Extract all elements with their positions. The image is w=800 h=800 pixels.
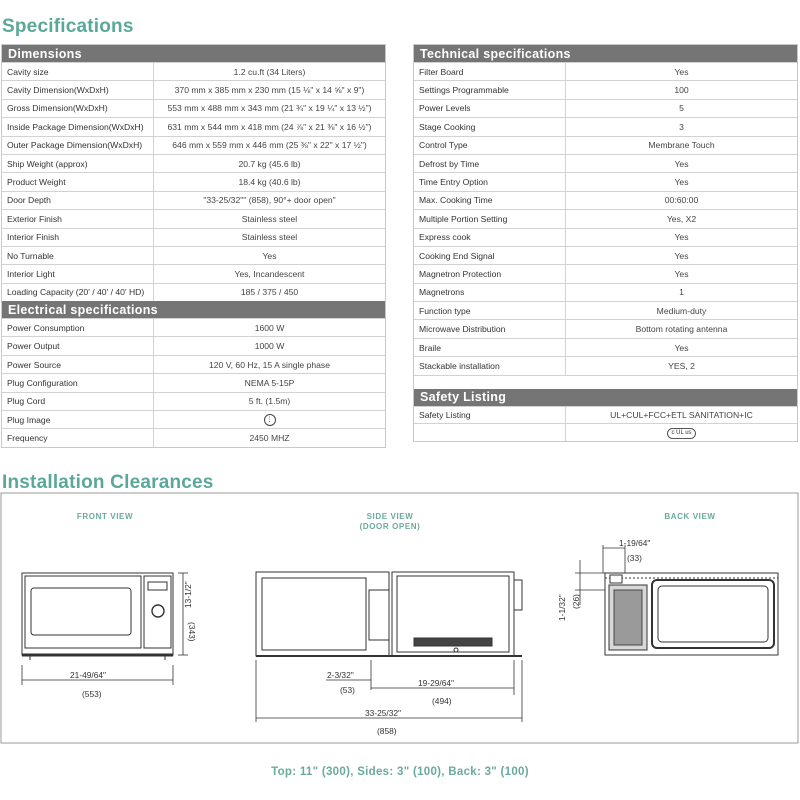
spec-value: 1000 W — [254, 341, 285, 352]
spec-value: NEMA 5-15P — [244, 377, 295, 388]
spec-label: Filter Board — [414, 63, 566, 80]
side-mid-mm: (494) — [432, 696, 452, 706]
spec-value: 120 V, 60 Hz, 15 A single phase — [208, 359, 331, 370]
spec-label: Cavity size — [2, 63, 154, 80]
spec-row — [414, 228, 797, 246]
spec-label: Max. Cooking Time — [414, 192, 566, 209]
spec-value: Stainless steel — [241, 213, 298, 224]
side-view-drawing — [256, 572, 522, 722]
spec-value: 20.7 kg (45.6 lb) — [238, 158, 301, 169]
spec-value: 00:60:00 — [664, 195, 699, 206]
spec-label: Stage Cooking — [414, 118, 566, 135]
spec-label: Power Consumption — [2, 319, 154, 336]
safety-label: Safety Listing — [414, 407, 566, 424]
spec-row — [414, 338, 797, 356]
spec-label: Control Type — [414, 137, 566, 154]
spec-label: Braile — [414, 339, 566, 356]
spec-row — [2, 318, 385, 336]
spec-row — [2, 410, 385, 428]
plug-outlet-icon: ⋮ — [264, 414, 276, 426]
spec-row — [2, 392, 385, 410]
spec-row — [2, 228, 385, 246]
installation-title: Installation Clearances — [2, 472, 214, 493]
spec-label: Door Depth — [2, 192, 154, 209]
spec-row — [2, 373, 385, 391]
spec-value: 1600 W — [254, 322, 285, 333]
spec-value: 2450 MHZ — [249, 433, 290, 444]
side-total-mm: (858) — [377, 726, 397, 736]
front-view-label: FRONT VIEW — [76, 512, 134, 521]
spec-label: Exterior Finish — [2, 210, 154, 227]
safety-value: UL+CUL+FCC+ETL SANITATION+IC — [610, 409, 753, 420]
spec-value: 185 / 375 / 450 — [240, 287, 299, 298]
spec-row — [2, 209, 385, 227]
spec-label: Express cook — [414, 229, 566, 246]
spec-row — [414, 356, 797, 374]
spec-row — [414, 209, 797, 227]
spec-label: Frequency — [2, 429, 154, 446]
spec-row — [414, 246, 797, 264]
side-mid-in: 19-29/64" — [418, 678, 455, 688]
spec-value: 1.2 cu.ft (34 Liters) — [233, 66, 306, 77]
side-view-label-1: SIDE VIEW — [366, 512, 414, 521]
spec-label: Plug Image — [2, 411, 154, 428]
spec-row — [2, 191, 385, 209]
front-view-drawing — [22, 573, 188, 685]
spec-label: Plug Configuration — [2, 374, 154, 391]
spec-value: Yes, Incandescent — [234, 268, 305, 279]
front-height-in: 13-1/2" — [183, 581, 193, 608]
spec-row — [414, 172, 797, 190]
spec-value: Yes, X2 — [666, 213, 697, 224]
spec-value: Medium-duty — [656, 305, 707, 316]
spec-row — [2, 336, 385, 354]
spec-label: Power Source — [2, 356, 154, 373]
back-view-label: BACK VIEW — [664, 512, 716, 521]
spec-label: Cooking End Signal — [414, 247, 566, 264]
spec-value: Bottom rotating antenna — [635, 324, 728, 335]
front-width-mm: (553) — [82, 689, 102, 699]
spec-label: Stackable installation — [414, 357, 566, 374]
spec-row — [414, 99, 797, 117]
spec-value: Yes — [674, 250, 689, 261]
spec-row — [414, 62, 797, 80]
back-top-mm: (33) — [627, 553, 642, 563]
spec-label: Power Output — [2, 337, 154, 354]
spec-row — [414, 283, 797, 301]
spec-value: "33-25/32"" (858), 90°+ door open" — [203, 195, 336, 206]
spec-label: Multiple Portion Setting — [414, 210, 566, 227]
safety-logo-row — [414, 423, 797, 441]
spec-row — [414, 319, 797, 337]
front-width-in: 21-49/64" — [70, 670, 107, 680]
spec-row — [2, 80, 385, 98]
spec-value: 18.4 kg (40.6 lb) — [238, 177, 301, 188]
front-height-mm: (343) — [187, 622, 197, 642]
spec-label: Settings Programmable — [414, 81, 566, 98]
spec-value: Yes — [262, 250, 277, 261]
spec-label: Microwave Distribution — [414, 320, 566, 337]
spec-label: Power Levels — [414, 100, 566, 117]
technical-table — [413, 44, 798, 442]
spec-value: Yes — [674, 232, 689, 243]
spec-value: 553 mm x 488 mm x 343 mm (21 ¾" x 19 ¼" x 13 ½") — [167, 103, 372, 114]
spec-label: Outer Package Dimension(WxDxH) — [2, 137, 154, 154]
spec-row — [2, 99, 385, 117]
spec-label: No Turnable — [2, 247, 154, 264]
spec-row — [414, 117, 797, 135]
spec-row — [414, 301, 797, 319]
spec-label: Magnetron Protection — [414, 265, 566, 282]
dimensions-table — [1, 44, 386, 448]
spec-row — [414, 154, 797, 172]
spec-row — [2, 136, 385, 154]
spec-label: Plug Cord — [2, 393, 154, 410]
spec-row — [2, 264, 385, 282]
spec-row — [414, 191, 797, 209]
spec-value: Yes — [674, 158, 689, 169]
spec-label: Ship Weight (approx) — [2, 155, 154, 172]
safety-header: Safety Listing — [414, 389, 797, 406]
spec-value: YES, 2 — [668, 360, 695, 371]
spec-label: Gross Dimension(WxDxH) — [2, 100, 154, 117]
side-view-label-2: (DOOR OPEN) — [359, 522, 421, 531]
spec-value: Membrane Touch — [648, 140, 715, 151]
spec-row — [2, 355, 385, 373]
back-view-drawing — [575, 545, 778, 655]
safety-row — [414, 406, 797, 424]
spec-label: Product Weight — [2, 173, 154, 190]
spec-row — [414, 136, 797, 154]
spec-value: Yes — [674, 342, 689, 353]
clearance-footer: Top: 11" (300), Sides: 3" (100), Back: 3" (100) — [271, 766, 529, 778]
spec-value: Yes — [674, 268, 689, 279]
spec-label: Function type — [414, 302, 566, 319]
dimensions-header: Dimensions — [2, 45, 385, 62]
spec-label: Inside Package Dimension(WxDxH) — [2, 118, 154, 135]
spec-row — [2, 428, 385, 446]
spec-value: Yes — [674, 66, 689, 77]
spec-value: 646 mm x 559 mm x 446 mm (25 ⅜" x 22" x 17 ½") — [172, 140, 367, 151]
spec-row — [2, 62, 385, 80]
ul-logo-icon: c UL us — [667, 428, 695, 439]
spec-value: Yes — [674, 177, 689, 188]
spec-row — [414, 264, 797, 282]
back-left-in: 1-1/32" — [557, 594, 567, 621]
spec-value: 100 — [674, 85, 689, 96]
spec-value — [154, 413, 385, 426]
spec-label: Cavity Dimension(WxDxH) — [2, 81, 154, 98]
spec-row — [2, 172, 385, 190]
spec-row — [2, 283, 385, 301]
page-title: Specifications — [2, 16, 134, 37]
spec-value: 1 — [679, 287, 684, 298]
spec-label: Loading Capacity (20' / 40' / 40' HD) — [2, 284, 154, 301]
spec-value: 3 — [679, 121, 684, 132]
spec-value: 370 mm x 385 mm x 230 mm (15 ⅛" x 14 ⅝" x 9") — [174, 85, 365, 96]
spec-row — [414, 80, 797, 98]
side-small-in: 2-3/32" — [327, 670, 354, 680]
installation-drawings — [0, 490, 800, 800]
spec-row — [2, 154, 385, 172]
spec-row — [2, 246, 385, 264]
electrical-header: Electrical specifications — [2, 301, 385, 318]
side-total-in: 33-25/32" — [365, 708, 402, 718]
back-top-in: 1-19/64" — [619, 538, 651, 548]
spec-label: Defrost by Time — [414, 155, 566, 172]
spec-value: 5 — [679, 103, 684, 114]
spec-value: 631 mm x 544 mm x 418 mm (24 ⅞" x 21 ⅜" x 16 ½") — [167, 121, 372, 132]
spec-label: Magnetrons — [414, 284, 566, 301]
spec-value: Stainless steel — [241, 232, 298, 243]
technical-header: Technical specifications — [414, 45, 797, 62]
side-small-mm: (53) — [340, 685, 355, 695]
spec-value: 5 ft. (1.5m) — [248, 396, 291, 407]
spec-label: Time Entry Option — [414, 173, 566, 190]
spec-label: Interior Finish — [2, 229, 154, 246]
back-left-mm: (26) — [571, 594, 581, 609]
spec-row — [2, 117, 385, 135]
spec-label: Interior Light — [2, 265, 154, 282]
